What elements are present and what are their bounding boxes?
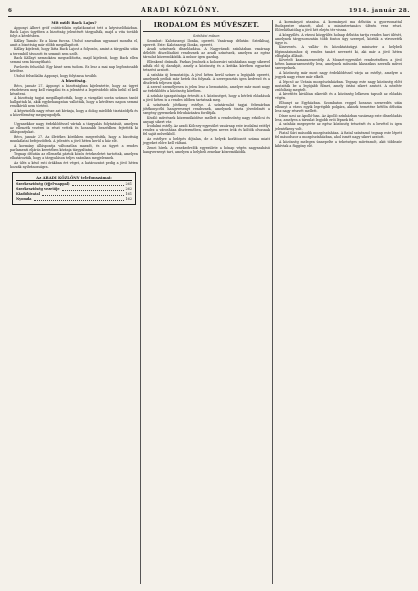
paragraph: A bizottság tagjai megállapították, hogy a vizsgálat során számos tanút hallgattak ki, akik egybehangzóan vallották, hogy a kérdéses napon semmi rendkívüli nem történt. [10,96,138,109]
paragraph: Utolsó felszólalás Apponyi, hogy folytassa tovább. [14,73,98,78]
paragraph: A kivetítés kiválóan sikerült és a közönség lelkesen tapsolt az előadás végén. [275,92,402,101]
theatre-program-intro: Szombat: Kalotaszegi Ilonka, operett. Vasárnap délután: Sztriklisaj, operett. Este: Kalotaszegi Ilonka, operett. [143,38,270,47]
paragraph: Kállay kijelenti, hogy látta Back Lajost a folyosón, amint a tárgyalás után a teremből távozott és semmit sem szólt. [10,47,138,56]
leader-dots [42,192,123,196]
paragraph: Aradi színészek díszelőadása. A Nagyváradi színházban vasárnap délelőtt díszelőadást rendeznek az aradi színészek, amelyen az egész társulat közreműködik. A műsor igen gazdag. [143,47,270,60]
paper-title: ARADI KÖZLÖNY. [141,7,221,14]
paragraph: A színház új bemutatója. A jövő héten kerül színre a legújabb operett, amelynek próbái már hetek óta folynak. A szereposztás igen kedvező és a díszletek teljesen újak. [143,72,270,85]
paragraph: Kállay Tamás: Ez a lázas furcsa. Utolsó szavaiban ugyanazt mondta el, amit a bizottság már előbb megállapított. [10,38,138,47]
column-middle [140,20,272,584]
column-right [272,20,404,584]
paragraph: A lépcső az Uránia mozgószínházban. Tegnap este nagy közönség előtt mutatták be a legújabb filmet, amely óriási sikert aratott. A nézőtér zsúfolásig megtelt. [275,79,402,92]
paragraph: Dísze uzsi az Apolló-ban. Az Apolló színházban vasárnap este díszelőadás lesz, amelyen a társulat legjobb erői lépnek fel. [275,113,402,122]
article-body-continued [10,122,138,169]
leader-dots [34,197,124,201]
page-number: 6 [8,7,13,14]
paragraph: A színház igazgatósága értesíti a t. közönséget, hogy a bérleti előadások a jövő héten is a rendes időben tartatnak meg. [143,94,270,103]
paragraph: Irodalmi estély. Az aradi Kölcsey-egyesület vasárnap este irodalmi estélyt rendez a városháza dísztermében, amelyen neves írók és költők olvasnak fel saját műveikből. [143,124,270,137]
newspaper-page [8,6,410,584]
paragraph: A közönség már most nagy érdeklődéssel várja az estélyt, amelyre a jegyek nagy része már elkelt. [275,70,402,79]
paragraph: Back Kállayt nemsokára megszólította, majd kijelenti, hogy Back ellen semmi sem bizonyítható. [10,56,138,65]
phone-numbers-box [12,172,136,205]
article-body-committee [10,84,138,118]
paragraph: Elhunyt az Egyházban. Szombaton reggel hosszas szenvedés után elhunyt a város egyik legrégibb polgára, akinek temetése hétfőn délután lesz nagy részvét mellett. [275,101,402,114]
phone-number: 161 [125,192,132,197]
paragraph: A kormány álláspontja változatlan maradt, és az ügyet a rendes parlamenti eljárás keretében kívánja tárgyaltatni. [10,143,138,152]
literature-articles [143,47,270,154]
paragraph: Kiváló művészek közreműködése mellett a rendezőség nagy erkölcsi és anyagi sikert vár. [143,115,270,124]
paragraph: A közgyűlés. A városi közgyűlés holnap délután tartja rendes havi ülését, amelynek tárgysorozatán több fontos ügy szerepel, köztük a vízvezeték ügye is. [275,32,402,45]
paragraph: Az ülés a késő esti órákban ért véget, a határozatot pedig a jövő héten hozzák nyilvánosságra. [10,160,138,170]
phone-row [16,197,132,202]
paragraph: Zenei hírek. A zenekedvelők egyesülete a hónap végén nagyszabású hangversenyt tart, amelyen a helybeli zenekar közreműködik. [143,145,270,154]
paragraph: Követelt kamarazenestély. A Mozart-egyesület rendezésében a jövő héten kamarazenestély lesz, amelynek műsorán klasszikus szerzők művei szerepelnek. [275,58,402,71]
paragraph: A közönség melegen ünnepelte a tehetséges művésznőt, akit többször kihívtak a függöny elé. [275,139,402,148]
paragraph: Bécs, január 27. Az illetékes körökben megerősítik, hogy a bizottság munkálatai befejeződtek. A jelentés a jövő héten kerül a ház elé. [10,134,138,143]
paragraph: A képviselők nagy része azt kívánja, hogy a dolog mielőbb tisztázódjék és a közvélemény megnyugodjék. [10,109,138,118]
leader-dots [62,187,124,191]
phone-label: Szerkesztőség vezetője [16,187,60,192]
section-title-literature: IRODALOM ÉS MŰVÉSZET. [143,22,270,32]
paragraph: Kinevezés. A vallás- és közoktatásügyi miniszter a helybeli főgimnáziumhoz új rendes tanárt nevezett ki, aki már a jövő héten elfoglalja állását. [275,45,402,58]
phone-box-title: Az ARADI KÖZLÖNY telefonszámai: [16,175,132,181]
phone-number: 262 [125,187,132,192]
paragraph: A színház megnyerte az egész közönség tetszését és a bevétel is igen jelentékeny volt. [275,122,402,131]
paragraph: A színészek jótékony estélye. A színtársulat tagjai februárban jótékonycélú hangversenyt rendeznek, amelynek tiszta jövedelmét a szegény gyermekek felruházására fordítják. [143,102,270,115]
article-title-back: Mit mült Back Lajos? [51,20,97,25]
leader-dots [72,182,124,186]
phone-number: 162 [125,197,132,202]
page-header [8,6,410,17]
paragraph: A kormányzó utazása. A kormányzó ma délután a gyorsvonattal Budapestre utazott, ahol a minisztertanács ülésén vesz részt. Előreláthatólag a jövő hét elején tér vissza. [275,20,402,33]
phone-list [16,182,132,202]
paragraph: Ellenkező drámák. Farkas Jenőnek a kolozsvári színházban nagy sikerrel adták elő új darabját, amely a közönség és a kritika körében egyaránt tetszést aratott. [143,59,270,73]
paragraph: Ugyanekkor nagy érdeklődéssel vártak a tárgyalás folytatását, amelyen az ellenzék vezérei is részt vettek és hosszabb beszédben fejtették ki álláspontjukat. [10,122,138,135]
phone-label: Nyomda [16,197,32,202]
paragraph: Apponyi Albert gróf csütörtökön nyilatkozatot tett a képviselőházban. Back Lajos ügyében a bizottság jelentését tárgyalták, majd a vita tovább folyt a kérdésben. [10,26,138,39]
phone-label: Szerkesztőség (éjjel-nappal) [16,182,70,187]
columns [8,20,410,584]
article-title-committee: A bizottság. [61,77,87,83]
paragraph: A szerző személyesen is jelen lesz a bemutatón, amelyre már most nagy az érdeklődés a közönség körében. [143,85,270,94]
divider [20,119,128,120]
paragraph: Tegnap délután az ellenzéki pártok közös értekezletet tartottak, amelyen elhatározták, hogy a tárgyaláson teljes számban megjelennek. [10,152,138,161]
phone-number: 261 [125,182,132,187]
column-left [8,20,140,584]
paragraph: Pavlovits felszólal: Egy kissé nem tudom. Ez lesz a mai nap legfontosabb kérdése. [10,64,138,73]
paragraph: Fiatal Sári második mozgószínháza. A fiatal színésznő tegnap este lépett fel másodszor a mozgószínházban, ahol ismét nagy sikert aratott. [275,131,402,140]
article-body-back [10,26,138,78]
news-articles [275,20,402,148]
issue-date: 1914. január 28. [348,7,410,14]
paragraph: Bécs, január 27. Apponyi a bizottságban kijelentette, hogy az ügyet részletesen meg kell vizsgálni és a jelentést a legrövidebb időn belül el kell készíteni. [10,83,138,96]
theatre-program-title: Színházi műsor. [192,33,221,38]
paragraph: Az estélyre a belépés díjtalan, de a helyek korlátozott száma miatt jegyeket előre kell váltani. [143,136,270,146]
phone-label: Kiadóhivatal [16,192,41,197]
